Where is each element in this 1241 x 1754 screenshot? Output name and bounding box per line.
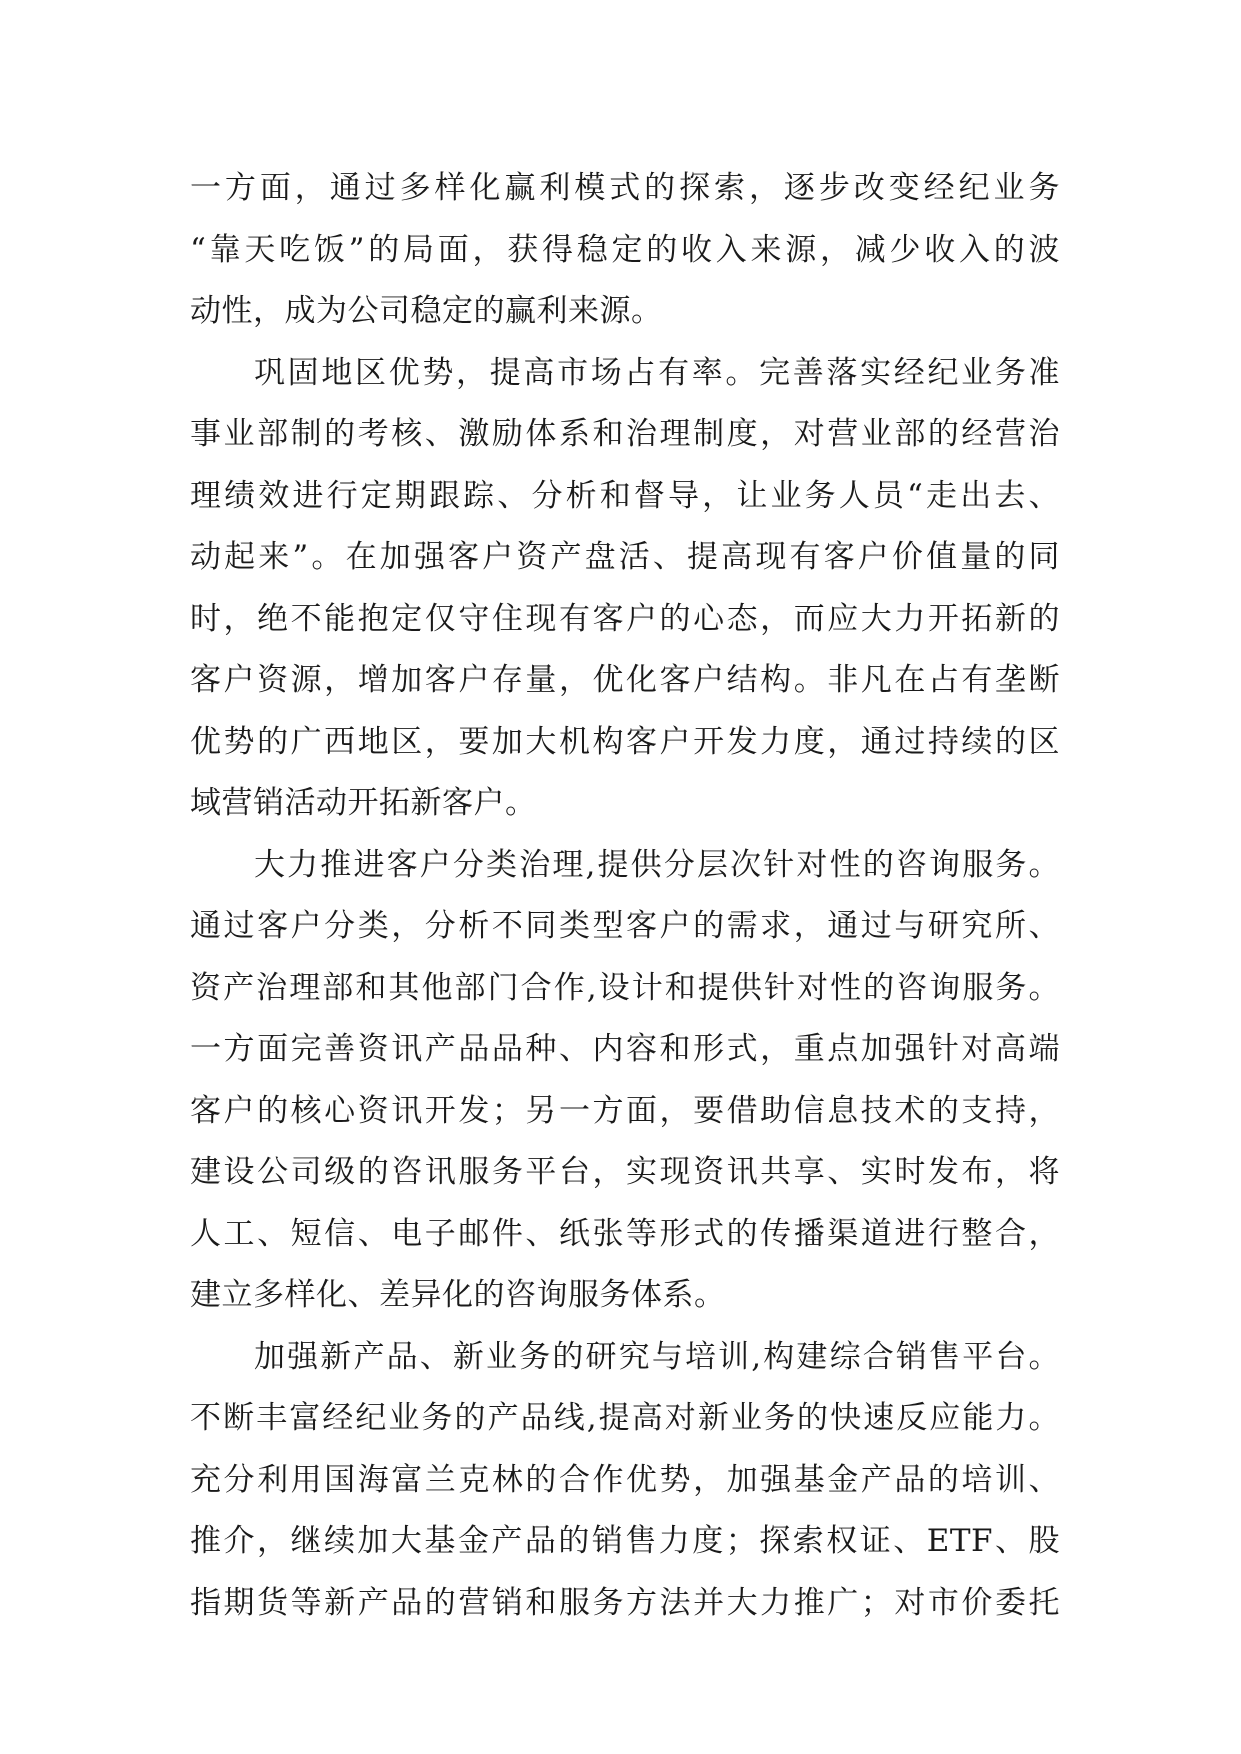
paragraph-3-line-2: 通过客户分类，分析不同类型客户的需求，通过与研究所、 [190, 908, 1060, 944]
paragraph-2-line-1: 巩固地区优势，提高市场占有率。完善落实经纪业务准 [254, 354, 1060, 391]
paragraph-4-line-2: 不断丰富经纪业务的产品线,提高对新业务的快速反应能力。 [190, 1400, 1060, 1436]
paragraph-1-line-2: “靠天吃饭”的局面，获得稳定的收入来源，减少收入的波 [190, 231, 1060, 268]
paragraph-2-line-5: 时，绝不能抱定仅守住现有客户的心态，而应大力开拓新的 [190, 600, 1060, 637]
paragraph-4-line-3: 充分利用国海富兰克林的合作优势，加强基金产品的培训、 [190, 1461, 1060, 1498]
paragraph-3-line-1: 大力推进客户分类治理,提供分层次针对性的咨询服务。 [254, 846, 1060, 883]
paragraph-2-line-4: 动起来”。在加强客户资产盘活、提高现有客户价值量的同 [190, 539, 1060, 575]
paragraph-2-line-8: 域营销活动开拓新客户。 [190, 785, 537, 821]
document-body [190, 158, 1060, 1634]
paragraph-2-line-7: 优势的广西地区，要加大机构客户开发力度，通过持续的区 [190, 723, 1060, 760]
paragraph-3-line-5: 客户的核心资讯开发；另一方面，要借助信息技术的支持， [190, 1092, 1060, 1129]
paragraph-3-line-4: 一方面完善资讯产品品种、内容和形式，重点加强针对高端 [190, 1031, 1060, 1067]
paragraph-3-line-6: 建设公司级的咨讯服务平台，实现资讯共享、实时发布，将 [190, 1154, 1060, 1190]
paragraph-3-line-7: 人工、短信、电子邮件、纸张等形式的传播渠道进行整合， [190, 1215, 1060, 1252]
paragraph-3-line-3: 资产治理部和其他部门合作,设计和提供针对性的咨询服务。 [190, 969, 1060, 1006]
paragraph-1-line-1: 一方面，通过多样化赢利模式的探索，逐步改变经纪业务 [190, 170, 1060, 206]
paragraph-4-line-1: 加强新产品、新业务的研究与培训,构建综合销售平台。 [254, 1338, 1060, 1375]
paragraph-2-line-6: 客户资源，增加客户存量，优化客户结构。非凡在占有垄断 [190, 662, 1060, 698]
paragraph-1-line-3: 动性，成为公司稳定的赢利来源。 [190, 293, 663, 329]
paragraph-2-line-2: 事业部制的考核、激励体系和治理制度，对营业部的经营治 [190, 416, 1060, 452]
paragraph-3-line-8: 建立多样化、差异化的咨询服务体系。 [190, 1277, 726, 1313]
paragraph-4-line-4: 推介，继续加大基金产品的销售力度；探索权证、ETF、股 [190, 1523, 1060, 1559]
paragraph-2-line-3: 理绩效进行定期跟踪、分析和督导，让业务人员“走出去、 [190, 477, 1060, 514]
paragraph-4-line-5: 指期货等新产品的营销和服务方法并大力推广；对市价委托 [190, 1584, 1060, 1621]
